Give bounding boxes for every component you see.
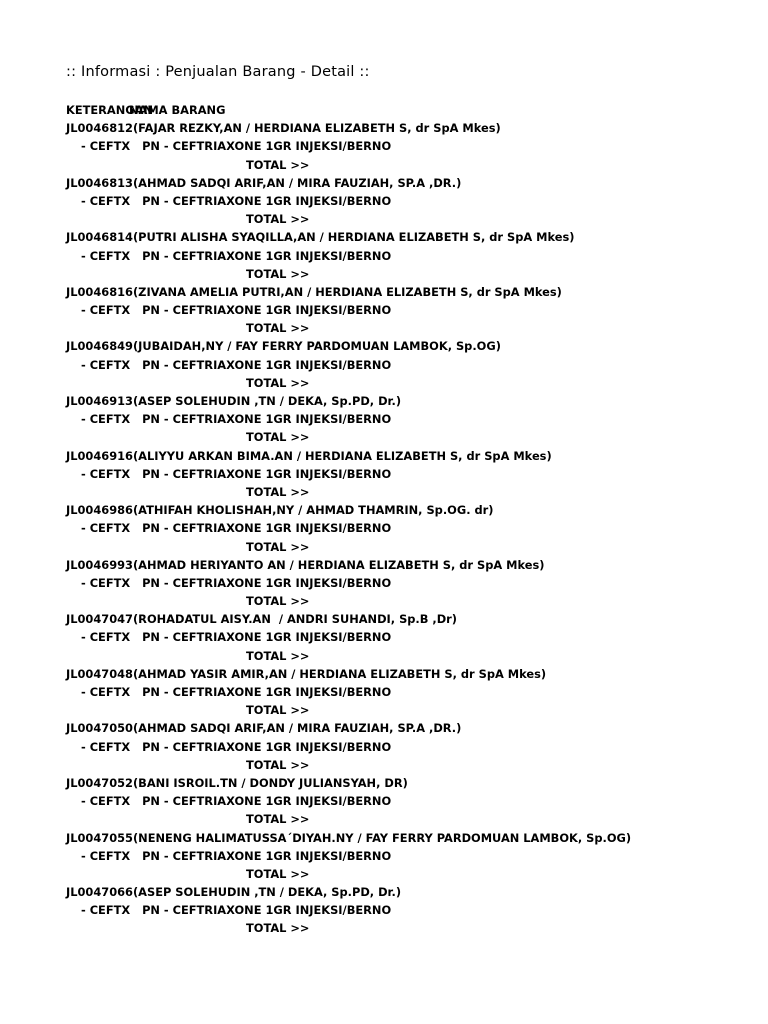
- transaction-line: JL0047047(ROHADATUL AISY.AN / ANDRI SUHANDI, Sp.B ,Dr): [66, 612, 458, 627]
- sale-entry: [66, 447, 746, 502]
- sale-entry: [66, 501, 746, 556]
- sale-entry: [66, 119, 746, 174]
- entries-list: [66, 119, 746, 937]
- item-line: - CEFTX PN - CEFTRIAXONE 1GR INJEKSI/BERNO: [81, 630, 392, 645]
- item-line: - CEFTX PN - CEFTRIAXONE 1GR INJEKSI/BERNO: [81, 848, 392, 863]
- sale-entry: [66, 610, 746, 665]
- item-line: - CEFTX PN - CEFTRIAXONE 1GR INJEKSI/BERNO: [81, 193, 392, 208]
- sale-entry: [66, 774, 746, 829]
- total-label: TOTAL >>: [246, 266, 310, 281]
- total-label: TOTAL >>: [246, 866, 310, 881]
- total-label: TOTAL >>: [246, 157, 310, 172]
- item-line: - CEFTX PN - CEFTRIAXONE 1GR INJEKSI/BERNO: [81, 357, 392, 372]
- transaction-line: JL0046986(ATHIFAH KHOLISHAH,NY / AHMAD THAMRIN, Sp.OG. dr): [66, 503, 494, 518]
- transaction-line: JL0047048(AHMAD YASIR AMIR,AN / HERDIANA ELIZABETH S, dr SpA Mkes): [66, 666, 547, 681]
- total-label: TOTAL >>: [246, 321, 310, 336]
- item-line: - CEFTX PN - CEFTRIAXONE 1GR INJEKSI/BERNO: [81, 903, 392, 918]
- transaction-line: JL0046813(AHMAD SADQI ARIF,AN / MIRA FAUZIAH, SP.A ,DR.): [66, 175, 462, 190]
- total-label: TOTAL >>: [246, 703, 310, 718]
- transaction-line: JL0046849(JUBAIDAH,NY / FAY FERRY PARDOMUAN LAMBOK, Sp.OG): [66, 339, 501, 354]
- transaction-line: JL0047052(BANI ISROIL.TN / DONDY JULIANSYAH, DR): [66, 775, 408, 790]
- transaction-line: JL0046913(ASEP SOLEHUDIN ,TN / DEKA, Sp.PD, Dr.): [66, 394, 402, 408]
- sale-entry: [66, 719, 746, 774]
- item-line: - CEFTX PN - CEFTRIAXONE 1GR INJEKSI/BERNO: [81, 575, 392, 590]
- sale-entry: [66, 883, 746, 938]
- column-header-row: [66, 101, 746, 119]
- total-label: TOTAL >>: [246, 375, 310, 390]
- transaction-line: JL0046812(FAJAR REZKY,AN / HERDIANA ELIZABETH S, dr SpA Mkes): [66, 121, 501, 136]
- transaction-line: JL0046993(AHMAD HERIYANTO AN / HERDIANA ELIZABETH S, dr SpA Mkes): [66, 557, 545, 572]
- item-line: - CEFTX PN - CEFTRIAXONE 1GR INJEKSI/BERNO: [81, 739, 392, 754]
- report-body: [66, 101, 746, 938]
- total-label: TOTAL >>: [246, 921, 310, 936]
- sale-entry: [66, 174, 746, 229]
- transaction-line: JL0047050(AHMAD SADQI ARIF,AN / MIRA FAUZIAH, SP.A ,DR.): [66, 721, 462, 736]
- sale-entry: [66, 337, 746, 392]
- transaction-line: JL0046816(ZIVANA AMELIA PUTRI,AN / HERDIANA ELIZABETH S, dr SpA Mkes): [66, 284, 562, 299]
- transaction-line: JL0046814(PUTRI ALISHA SYAQILLA,AN / HERDIANA ELIZABETH S, dr SpA Mkes): [66, 230, 575, 245]
- total-label: TOTAL >>: [246, 648, 310, 663]
- transaction-line: JL0046916(ALIYYU ARKAN BIMA.AN / HERDIANA ELIZABETH S, dr SpA Mkes): [66, 448, 552, 463]
- item-line: - CEFTX PN - CEFTRIAXONE 1GR INJEKSI/BERNO: [81, 248, 392, 263]
- column-header-keterangan: KETERANGAN: [66, 103, 153, 117]
- item-line: - CEFTX PN - CEFTRIAXONE 1GR INJEKSI/BERNO: [81, 794, 392, 809]
- total-label: TOTAL >>: [246, 812, 310, 827]
- page-title: :: Informasi : Penjualan Barang - Detail ::: [66, 64, 370, 80]
- total-label: TOTAL >>: [246, 757, 310, 772]
- item-line: - CEFTX PN - CEFTRIAXONE 1GR INJEKSI/BERNO: [81, 412, 392, 427]
- total-label: TOTAL >>: [246, 539, 310, 554]
- sale-entry: [66, 392, 746, 447]
- total-label: TOTAL >>: [246, 430, 310, 445]
- sale-entry: [66, 665, 746, 720]
- sale-entry: [66, 829, 746, 884]
- total-label: TOTAL >>: [246, 594, 310, 609]
- item-line: - CEFTX PN - CEFTRIAXONE 1GR INJEKSI/BERNO: [81, 521, 392, 536]
- item-line: - CEFTX PN - CEFTRIAXONE 1GR INJEKSI/BERNO: [81, 466, 392, 481]
- sale-entry: [66, 228, 746, 283]
- total-label: TOTAL >>: [246, 212, 310, 227]
- transaction-line: JL0047055(NENENG HALIMATUSSA´DIYAH.NY / FAY FERRY PARDOMUAN LAMBOK, Sp.OG): [66, 830, 632, 845]
- transaction-line: JL0047066(ASEP SOLEHUDIN ,TN / DEKA, Sp.PD, Dr.): [66, 885, 402, 900]
- item-line: - CEFTX PN - CEFTRIAXONE 1GR INJEKSI/BERNO: [81, 685, 392, 699]
- item-line: - CEFTX PN - CEFTRIAXONE 1GR INJEKSI/BERNO: [81, 303, 392, 318]
- sale-entry: [66, 283, 746, 338]
- total-label: TOTAL >>: [246, 484, 310, 499]
- column-header-nama-barang: NAMA BARANG: [129, 103, 226, 117]
- item-line: - CEFTX PN - CEFTRIAXONE 1GR INJEKSI/BERNO: [81, 139, 392, 154]
- sale-entry: [66, 556, 746, 611]
